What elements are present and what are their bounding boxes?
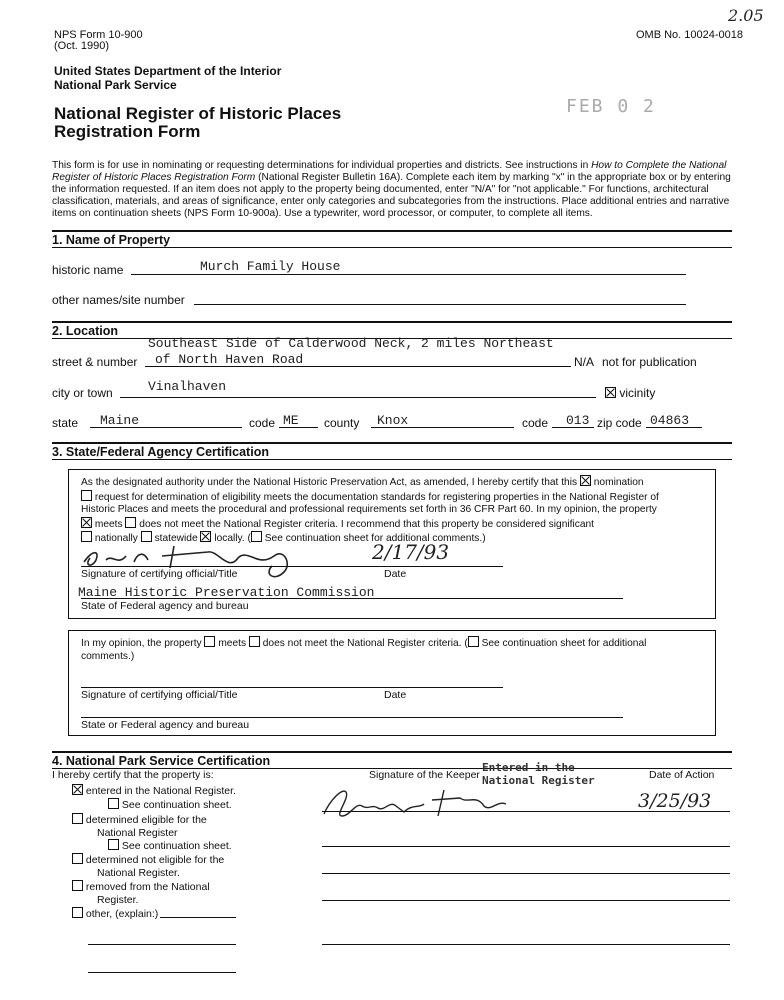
state-label: state xyxy=(52,416,79,430)
request-checkbox[interactable] xyxy=(81,490,92,501)
county-label: county xyxy=(324,416,360,430)
locally-label: locally. ( xyxy=(214,533,251,545)
page-title: National Register of Historic Places xyxy=(54,104,342,123)
cert-line-1b: nomination xyxy=(593,477,644,488)
received-stamp: FEB 0 2 xyxy=(566,96,656,117)
other-option[interactable] xyxy=(72,907,158,920)
section-1-heading: 1. Name of Property xyxy=(52,230,732,248)
form-number: NPS Form 10-900 xyxy=(54,29,143,41)
opinion-meets-checkbox[interactable] xyxy=(204,636,215,647)
section-2-heading: 2. Location xyxy=(52,321,732,339)
opinion-meets-label: meets xyxy=(218,638,247,649)
agency-label: State of Federal agency and bureau xyxy=(81,600,249,612)
vicinity[interactable] xyxy=(605,386,655,400)
entered-cont-checkbox[interactable] xyxy=(108,798,119,809)
continuation-label: See continuation sheet for additional comments.) xyxy=(264,533,486,545)
cert-line-2 xyxy=(81,490,711,505)
city-label: city or town xyxy=(52,386,113,400)
state-code-label: code xyxy=(249,416,276,430)
sig2-line[interactable] xyxy=(81,687,503,688)
state-code-value[interactable]: ME xyxy=(283,413,299,428)
agency2-label: State or Federal agency and bureau xyxy=(81,719,250,731)
cert-date-label: Date xyxy=(384,568,407,580)
instructions xyxy=(52,160,734,220)
entered-cont-label: See continuation sheet. xyxy=(121,798,232,811)
certification-date[interactable]: 2/17/93 xyxy=(372,540,450,564)
cert-signature-label: Signature of certifying official/Title xyxy=(81,568,238,580)
certify-label: I hereby certify that the property is: xyxy=(52,769,214,781)
cert-signature-line xyxy=(81,566,503,567)
not-eligible-option[interactable] xyxy=(72,853,224,879)
section-4-heading: 4. National Park Service Certification xyxy=(52,751,732,769)
opinion-text xyxy=(81,636,701,663)
instructions-bulletin: How to Complete the National Register of Historic Places Registration Form xyxy=(52,160,727,183)
certification-text xyxy=(81,475,711,546)
agency-value[interactable]: Maine Historic Preservation Commission xyxy=(78,585,375,600)
stamp-line-2: National Register xyxy=(482,774,595,787)
eligible-checkbox[interactable] xyxy=(72,813,83,824)
removed-option[interactable] xyxy=(72,880,210,906)
sig2-label: Signature of certifying official/Title xyxy=(81,689,238,701)
statewide-label: statewide xyxy=(154,533,198,545)
corner-handwriting: 2.05 xyxy=(728,6,764,25)
section-3-heading: 3. State/Federal Agency Certification xyxy=(52,442,732,460)
page-subtitle: Registration Form xyxy=(54,122,201,141)
explain-line-1[interactable] xyxy=(88,944,236,945)
keeper-line-3 xyxy=(322,873,730,874)
zip-value[interactable]: 04863 xyxy=(650,413,690,428)
meets-checkbox[interactable] xyxy=(81,517,92,528)
stamp-line-1: Entered in the xyxy=(482,761,575,774)
other-names-label: other names/site number xyxy=(52,293,185,307)
not-meets-checkbox[interactable] xyxy=(125,517,136,528)
historic-name-line xyxy=(131,274,686,275)
county-code-value[interactable]: 013 xyxy=(566,413,590,428)
opinion-c: See continuation sheet for additional comments.) xyxy=(81,638,647,662)
cert-line-3: Historic Places and meets the procedural and professional requirements set forth in 36 CFR Part 60. In my opinion, the property xyxy=(81,504,657,516)
explain-line-2[interactable] xyxy=(88,972,236,973)
city-line xyxy=(120,397,596,398)
entered-label: entered in the National Register. xyxy=(85,785,236,797)
vicinity-label: vicinity xyxy=(619,386,656,400)
zip-label: zip code xyxy=(597,416,642,430)
eligible-label-1: determined eligible for the xyxy=(85,814,207,826)
meets-label: meets xyxy=(94,518,123,530)
cert-line-1a: As the designated authority under the National Historic Preservation Act, as amended, I hereby certify that this xyxy=(81,477,578,488)
eligible-label-2: National Register xyxy=(97,826,178,839)
keeper-line-5 xyxy=(322,944,730,945)
agency-line xyxy=(81,598,623,599)
nomination-checkbox[interactable] xyxy=(580,475,591,486)
nfp-mark[interactable]: N/A xyxy=(574,355,595,369)
cert-line-4 xyxy=(81,517,711,532)
other-names-line[interactable] xyxy=(194,304,686,305)
not-eligible-label-1: determined not eligible for the xyxy=(85,854,225,866)
other-checkbox[interactable] xyxy=(72,907,83,918)
instructions-text-2: (National Register Bulletin 16A). Complete each item by marking "x" in the appropriate box or by entering the information requested. If an item does not apply to the property being documented, enter "N/A" for "not applicable." For functions, architectural classification, materials, and areas of significance, enter only categories and subcategories from the instructions. Place additional entries and narrative items on continuation sheets (NPS Form 10-900a). Use a typewriter, word processor, or computer, to complete all items. xyxy=(52,172,731,219)
not-eligible-label-2: National Register. xyxy=(97,866,180,879)
county-code-label: code xyxy=(522,416,549,430)
instructions-text: This form is for use in nominating or requesting determinations for individual properties and districts. See instructions in xyxy=(52,160,592,171)
omb-number: OMB No. 10024-0018 xyxy=(636,29,744,41)
eligible-cont-checkbox[interactable] xyxy=(108,839,119,850)
not-meets-label: does not meet the National Register criteria. I recommend that this property be considered significant xyxy=(139,518,594,530)
historic-name-label: historic name xyxy=(52,263,124,277)
entered-option[interactable] xyxy=(72,784,236,811)
opinion-a: In my opinion, the property xyxy=(81,638,202,649)
keeper-signature xyxy=(320,782,520,824)
historic-name-value[interactable]: Murch Family House xyxy=(200,259,341,274)
cert-line-2-text: request for determination of eligibility meets the documentation standards for registering properties in the National Register of xyxy=(94,491,659,503)
city-value[interactable]: Vinalhaven xyxy=(148,379,227,394)
date2-label: Date xyxy=(384,689,407,701)
nfp-label: not for publication xyxy=(602,355,697,369)
removed-label-2: Register. xyxy=(97,893,139,906)
agency2-line[interactable] xyxy=(81,717,623,718)
vicinity-checkbox[interactable] xyxy=(605,387,616,398)
nationally-label: nationally xyxy=(94,533,138,545)
cert-line-1 xyxy=(81,475,711,490)
not-eligible-checkbox[interactable] xyxy=(72,853,83,864)
removed-label-1: removed from the National xyxy=(85,881,210,893)
keeper-line-2 xyxy=(322,846,730,847)
other-line[interactable] xyxy=(160,917,236,918)
opinion-not-meets-checkbox[interactable] xyxy=(249,636,260,647)
removed-checkbox[interactable] xyxy=(72,880,83,891)
eligible-cont-label: See continuation sheet. xyxy=(121,840,232,852)
opinion-continuation-checkbox[interactable] xyxy=(468,636,479,647)
street-value-2[interactable]: of North Haven Road xyxy=(155,352,304,367)
entered-checkbox[interactable] xyxy=(72,784,83,795)
action-date[interactable]: 3/25/93 xyxy=(638,790,712,812)
state-value[interactable]: Maine xyxy=(100,413,140,428)
department: United States Department of the Interior xyxy=(54,64,282,78)
service: National Park Service xyxy=(54,78,177,92)
keeper-line-4 xyxy=(322,900,730,901)
street-label: street & number xyxy=(52,355,138,369)
street-value-1[interactable]: Southeast Side of Calderwood Neck, 2 miles Northeast xyxy=(148,336,554,351)
certifying-signature xyxy=(78,538,328,588)
keeper-label: Signature of the Keeper xyxy=(369,769,480,781)
other-label: other, (explain:) xyxy=(85,908,159,920)
date-of-action-label: Date of Action xyxy=(649,769,715,781)
county-value[interactable]: Knox xyxy=(377,413,409,428)
opinion-b: does not meet the National Register criteria. ( xyxy=(262,638,468,649)
eligible-option[interactable] xyxy=(72,813,232,853)
form-date: (Oct. 1990) xyxy=(54,40,110,52)
